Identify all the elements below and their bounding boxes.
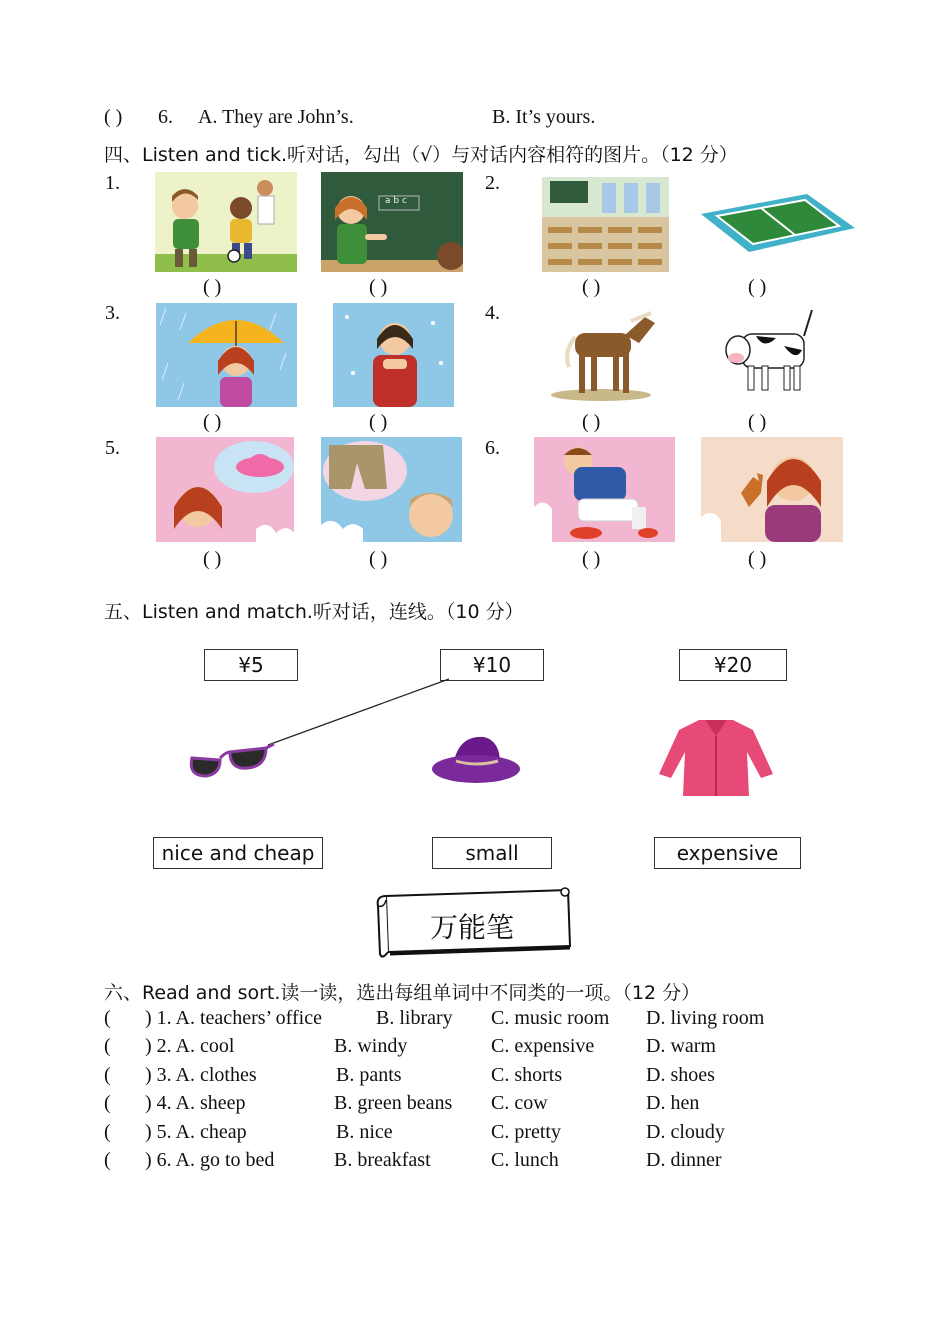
label-expensive: expensive <box>654 837 801 869</box>
answer-blank-4b[interactable]: ( ) <box>748 411 767 433</box>
stamp-text: 万能笔 <box>430 911 515 944</box>
answer-blank-5a[interactable]: ( ) <box>203 548 222 570</box>
answer-blank-4a[interactable]: ( ) <box>582 411 601 433</box>
price-box-10: ¥10 <box>440 649 544 681</box>
option-b: B. It’s yours. <box>492 106 596 128</box>
section4-title: 四、Listen and tick.听对话，勾出（√）与对话内容相符的图片。（12 分） <box>104 144 738 166</box>
answer-blank[interactable]: ( <box>104 1064 111 1086</box>
option-b: B. breakfast <box>334 1149 431 1171</box>
answer-blank-1a[interactable]: ( ) <box>203 276 222 298</box>
answer-blank[interactable]: ( <box>104 1007 111 1029</box>
item-number-3: 3. <box>105 302 120 324</box>
label-small: small <box>432 837 552 869</box>
scroll-stamp <box>374 886 574 960</box>
item-number-6: 6. <box>485 437 500 459</box>
coat-picture[interactable] <box>655 716 777 798</box>
item-number-4: 4. <box>485 302 500 324</box>
price-box-20: ¥20 <box>679 649 787 681</box>
item-number-1: 1. <box>105 172 120 194</box>
option-a: A. They are John’s. <box>198 106 354 128</box>
option-d: D. shoes <box>646 1064 715 1086</box>
answer-blank-6b[interactable]: ( ) <box>748 548 767 570</box>
answer-blank-2b[interactable]: ( ) <box>748 276 767 298</box>
answer-blank-3a[interactable]: ( ) <box>203 411 222 433</box>
sunglasses-picture[interactable] <box>186 736 276 782</box>
item-number-2: 2. <box>485 172 500 194</box>
option-d: D. living room <box>646 1007 765 1029</box>
answer-blank[interactable]: ( <box>104 1121 111 1143</box>
option-d: D. cloudy <box>646 1121 725 1143</box>
option-d: D. dinner <box>646 1149 722 1171</box>
answer-blank[interactable]: ( <box>104 1092 111 1114</box>
board-text: a b c <box>385 196 407 206</box>
option-c: C. lunch <box>491 1149 559 1171</box>
option-b: B. green beans <box>334 1092 453 1114</box>
label-nice-and-cheap: nice and cheap <box>153 837 323 869</box>
option-b: B. library <box>376 1007 453 1029</box>
option-a: ) 1. A. teachers’ office <box>145 1007 322 1029</box>
option-a: ) 4. A. sheep <box>145 1092 246 1114</box>
option-b: B. pants <box>336 1064 402 1086</box>
option-c: C. shorts <box>491 1064 563 1086</box>
option-a: ) 2. A. cool <box>145 1035 235 1057</box>
answer-blank[interactable]: ( <box>104 1149 111 1171</box>
option-b: B. windy <box>334 1035 408 1057</box>
option-a: ) 3. A. clothes <box>145 1064 257 1086</box>
option-c: C. cow <box>491 1092 548 1114</box>
answer-blank-6a[interactable]: ( ) <box>582 548 601 570</box>
option-a: ) 5. A. cheap <box>145 1121 247 1143</box>
option-a: ) 6. A. go to bed <box>145 1149 275 1171</box>
option-c: C. pretty <box>491 1121 561 1143</box>
answer-blank[interactable]: ( ) <box>104 106 123 128</box>
option-b: B. nice <box>336 1121 393 1143</box>
option-c: C. music room <box>491 1007 610 1029</box>
answer-blank-5b[interactable]: ( ) <box>369 548 388 570</box>
hat-picture[interactable] <box>430 731 520 787</box>
answer-blank-1b[interactable]: ( ) <box>369 276 388 298</box>
answer-blank-3b[interactable]: ( ) <box>369 411 388 433</box>
item-number-5: 5. <box>105 437 120 459</box>
section5-title: 五、Listen and match.听对话，连线。（10 分） <box>104 601 524 623</box>
option-c: C. expensive <box>491 1035 595 1057</box>
section6-title: 六、Read and sort.读一读，选出每组单词中不同类的一项。（12 分） <box>104 982 701 1004</box>
price-box-5: ¥5 <box>204 649 298 681</box>
option-d: D. warm <box>646 1035 716 1057</box>
question-number: 6. <box>158 106 173 128</box>
answer-blank[interactable]: ( <box>104 1035 111 1057</box>
answer-blank-2a[interactable]: ( ) <box>582 276 601 298</box>
option-d: D. hen <box>646 1092 700 1114</box>
